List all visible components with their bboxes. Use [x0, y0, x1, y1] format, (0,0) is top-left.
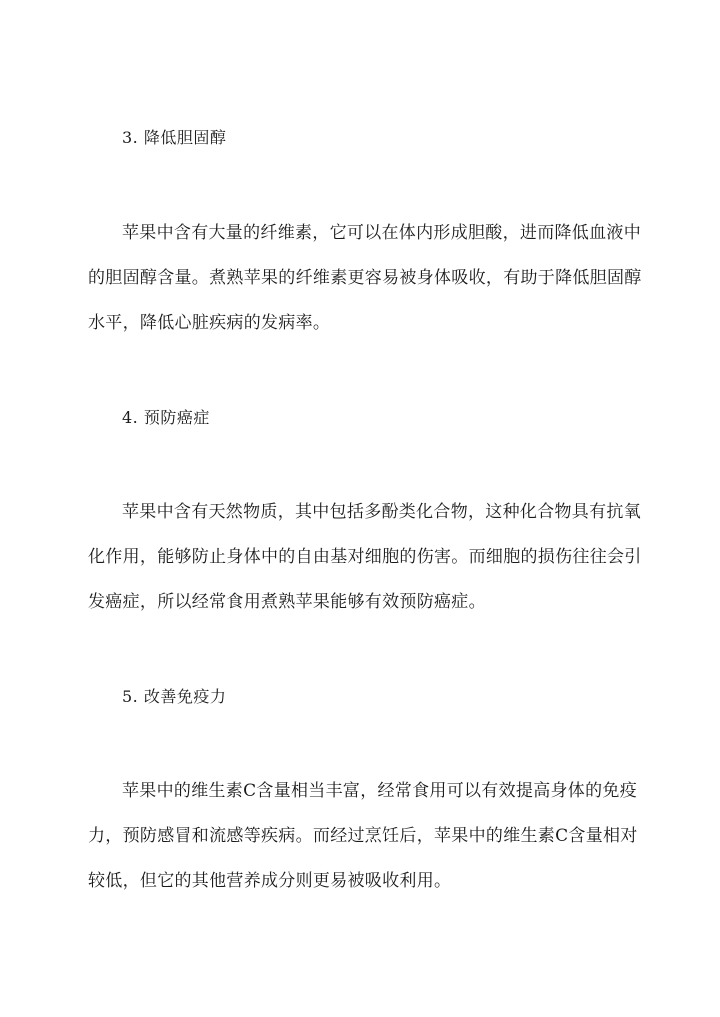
paragraph-line: 的胆固醇含量。煮熟苹果的纤维素更容易被身体吸收，有助于降低胆固醇	[88, 268, 642, 288]
paragraph-line: 化作用，能够防止身体中的自由基对细胞的伤害。而细胞的损伤往往会引	[88, 547, 642, 567]
section-heading-cholesterol: 3. 降低胆固醇	[122, 128, 227, 147]
paragraph-line: 苹果中含有天然物质，其中包括多酚类化合物，这种化合物具有抗氧	[122, 502, 641, 522]
paragraph-line: 发癌症，所以经常食用煮熟苹果能够有效预防癌症。	[88, 592, 486, 612]
section-paragraph-cholesterol	[88, 211, 642, 346]
paragraph-line: 苹果中的维生素C含量相当丰富，经常食用可以有效提高身体的免疫	[122, 781, 638, 801]
section-heading-cancer: 4. 预防癌症	[122, 408, 210, 427]
paragraph-line: 水平，降低心脏疾病的发病率。	[88, 313, 331, 333]
section-paragraph-immunity	[88, 769, 636, 904]
paragraph-line: 苹果中含有大量的纤维素，它可以在体内形成胆酸，进而降低血液中	[122, 223, 641, 243]
paragraph-line: 较低，但它的其他营养成分则更易被吸收利用。	[88, 871, 452, 891]
paragraph-line: 力，预防感冒和流感等疾病。而经过烹饪后，苹果中的维生素C含量相对	[88, 826, 638, 846]
section-paragraph-cancer	[88, 490, 642, 625]
section-heading-immunity: 5. 改善免疫力	[122, 687, 227, 706]
